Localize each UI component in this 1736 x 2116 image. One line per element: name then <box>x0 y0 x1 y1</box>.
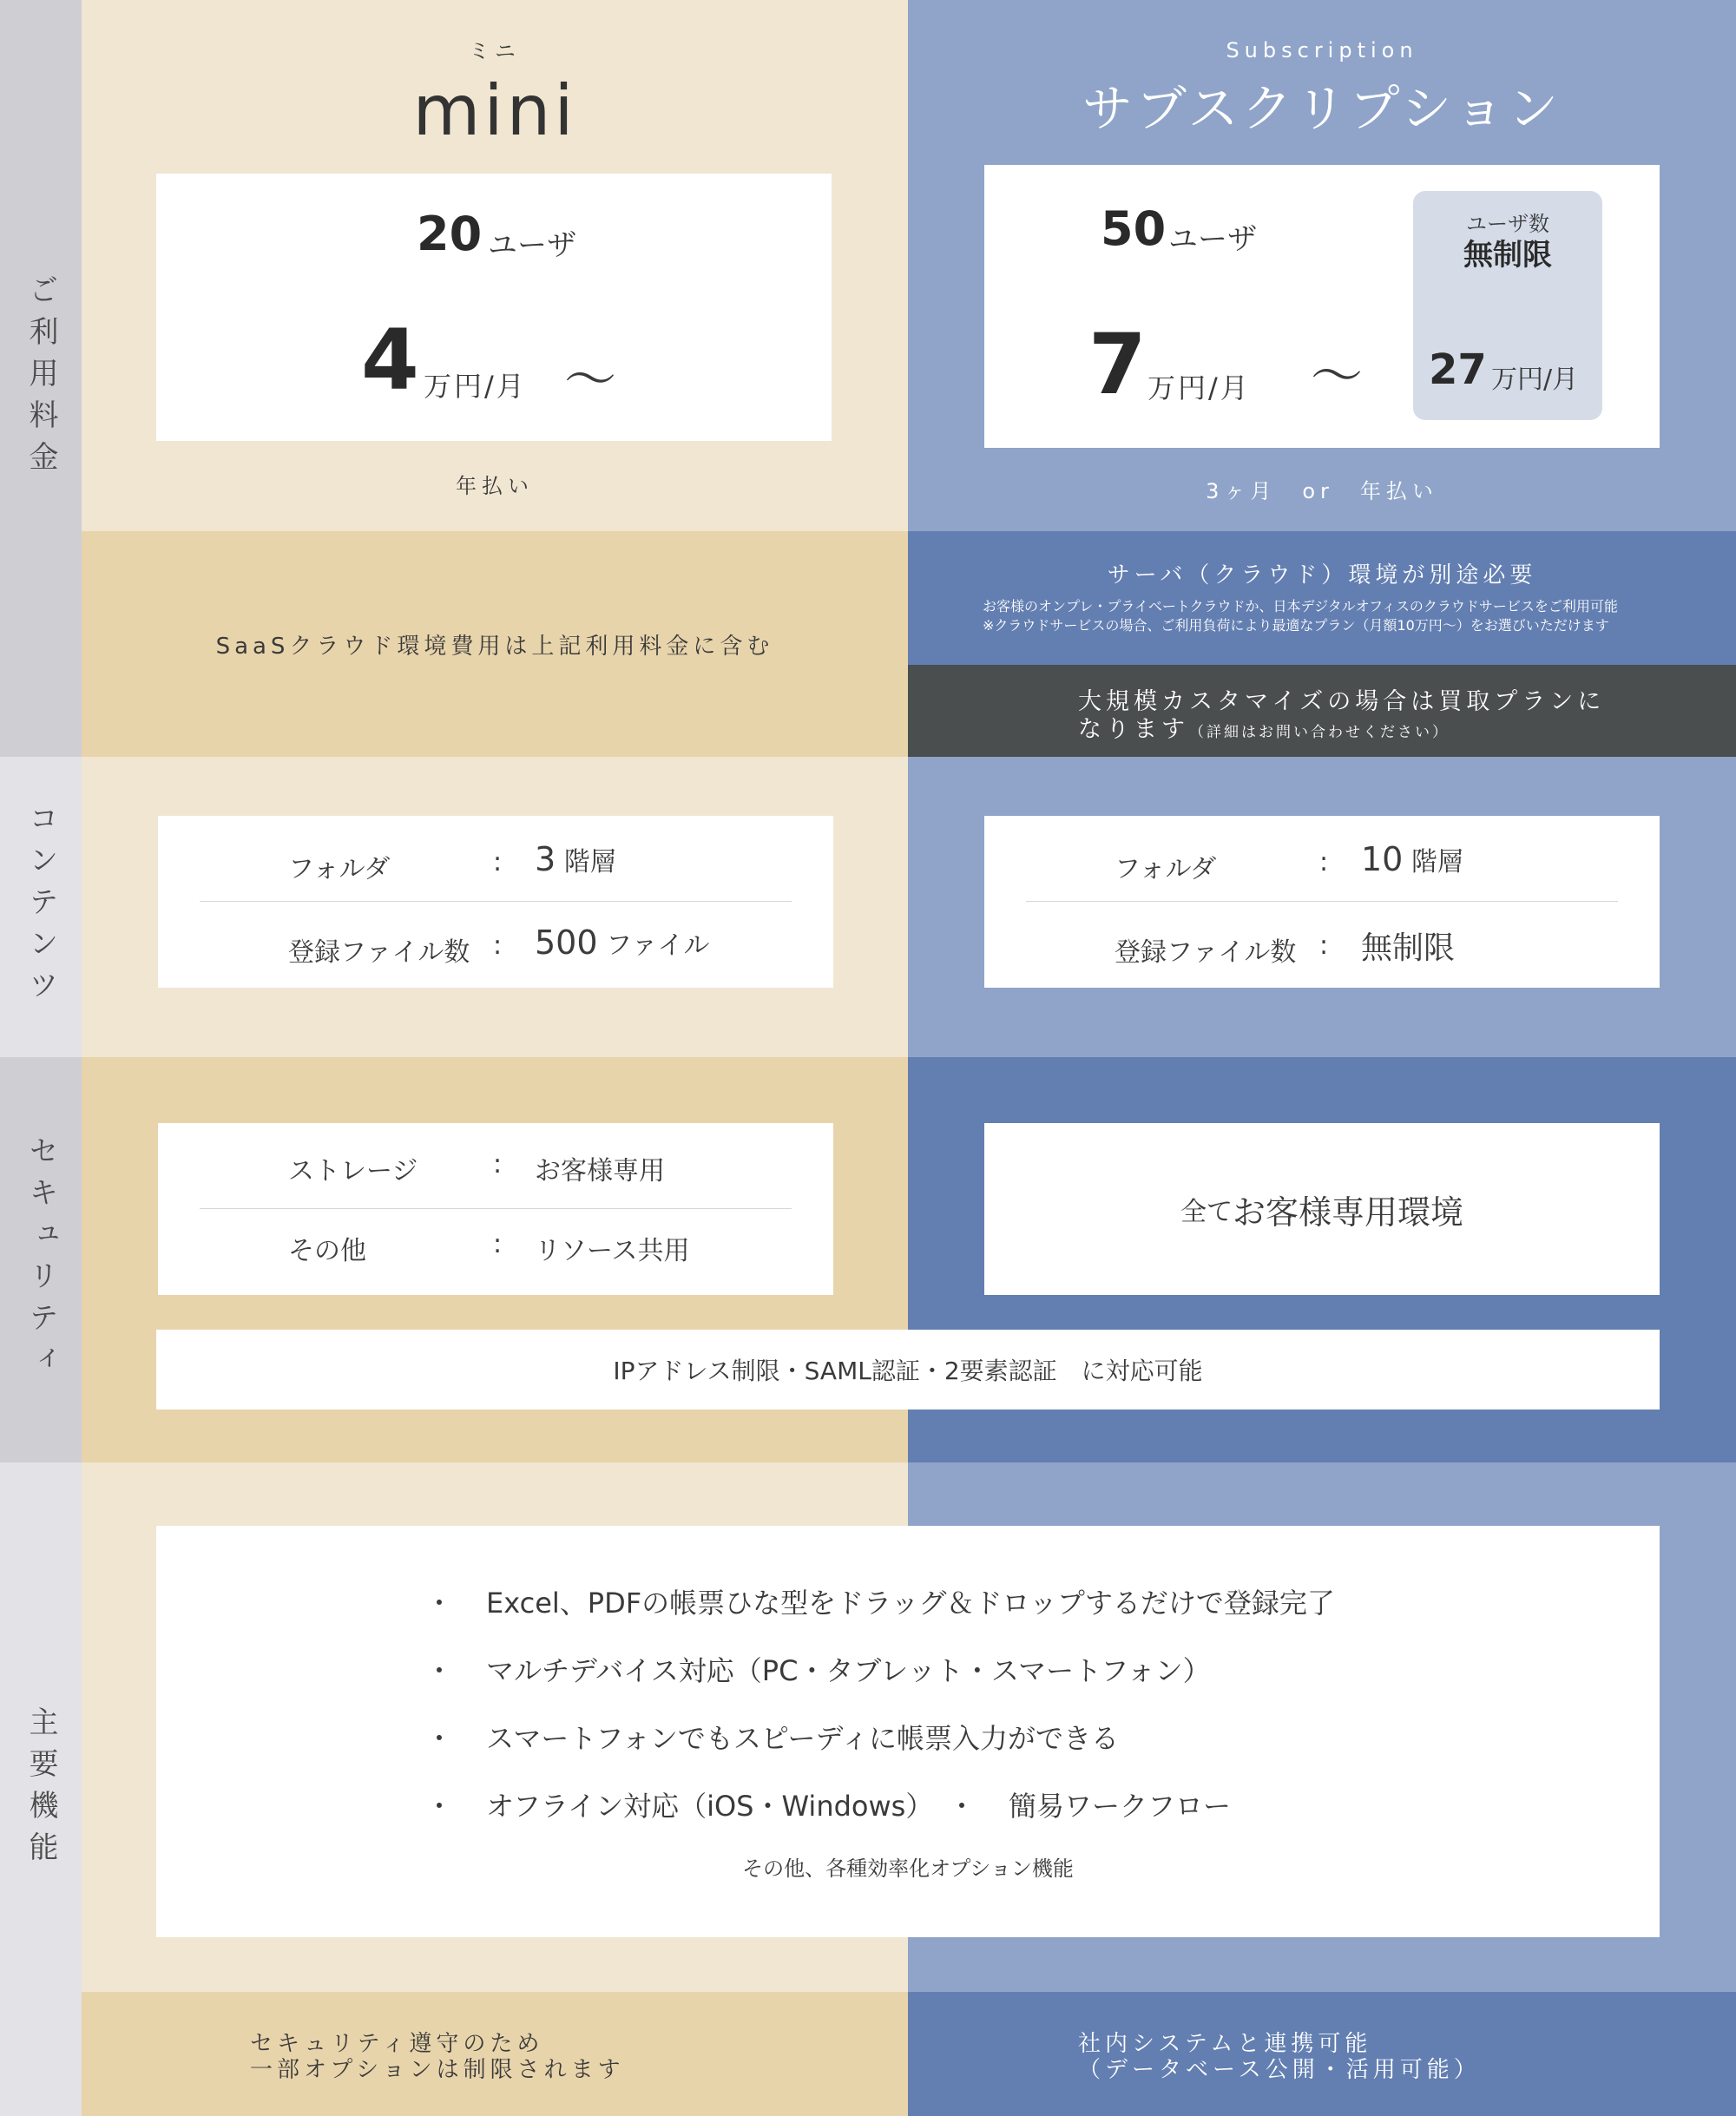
sub-files-colon: : <box>1319 930 1329 961</box>
sub-unlimited-caption: ユーザ数 <box>1466 211 1549 236</box>
sub-contents-divider <box>1026 901 1618 902</box>
mini-other-colon: : <box>493 1229 503 1259</box>
sub-custom-line-1: 大規模カスタマイズの場合は買取プランに <box>1078 688 1606 715</box>
feature-text: オフライン対応（iOS・Windows） <box>486 1790 934 1823</box>
sub-folder-value-unit: 階層 <box>1410 847 1463 877</box>
sub-billing: 3ヶ月 or 年払い <box>1206 478 1438 503</box>
sub-server-note-1: お客様のオンプレ・プライベートクラウドか、日本デジタルオフィスのクラウドサービスをご利用可能 <box>983 598 1618 614</box>
sub-bottom-note-2: （データベース公開・活用可能） <box>1078 2057 1481 2083</box>
mini-files-value-num: 500 <box>535 923 598 962</box>
side-label-security-text: セキュリティ <box>23 1134 58 1385</box>
sub-title: サブスクリプション <box>1082 79 1562 138</box>
sub-folder-colon: : <box>1319 847 1329 877</box>
sub-env-value: お客様専用環境 <box>1232 1193 1463 1232</box>
sub-server-title: サーバ（クラウド）環境が別途必要 <box>1107 562 1537 588</box>
mini-storage-label: ストレージ <box>288 1156 418 1186</box>
sub-custom-line-2 <box>1078 710 1450 744</box>
feature-item <box>425 1784 933 1824</box>
sub-unlimited-box <box>1413 191 1602 420</box>
mini-users-number: 20 <box>417 207 483 261</box>
sub-price-card <box>984 165 1660 448</box>
side-label-pricing <box>0 0 82 757</box>
mini-tilde: 〜 <box>564 350 616 411</box>
mini-files-label: 登録ファイル数 <box>288 937 470 968</box>
side-label-pricing-text: ご利用料金 <box>23 274 58 483</box>
mini-ruby: ミニ <box>469 38 521 63</box>
feature-item <box>425 1649 1211 1689</box>
sub-server-note-2: ※クラウドサービスの場合、ご利用負荷により最適なプラン（月額10万円〜）をお選びいただけます <box>983 617 1609 634</box>
security-common-note: IPアドレス制限・SAML認証・2要素認証 に対応可能 <box>156 1330 1660 1410</box>
sub-contents-card <box>984 816 1660 988</box>
feature-text: 簡易ワークフロー <box>1009 1790 1232 1823</box>
mini-title: mini <box>412 69 577 151</box>
mini-users-unit: ユーザ <box>488 228 576 263</box>
sub-price-unit: 万円/月 <box>1147 371 1251 404</box>
sub-custom-line-2-text: なります <box>1078 716 1189 743</box>
side-label-contents-text: コンテンツ <box>23 803 58 1011</box>
mini-other-value: リソース共用 <box>535 1236 690 1266</box>
feature-bullet: ・ <box>425 1654 454 1687</box>
feature-item <box>425 1581 1335 1621</box>
sub-files-value: 無制限 <box>1361 930 1456 966</box>
feature-bullet: ・ <box>425 1722 454 1755</box>
sub-unlimited-price-number: 27 <box>1429 345 1487 394</box>
feature-item <box>425 1717 1119 1757</box>
mini-price-number: 4 <box>361 312 419 409</box>
mini-security-card <box>158 1123 833 1295</box>
features-card <box>156 1526 1660 1937</box>
mini-price-card <box>156 174 832 441</box>
mini-price-unit: 万円/月 <box>424 370 527 403</box>
feature-bullet: ・ <box>948 1790 976 1823</box>
mini-contents-card <box>158 816 833 988</box>
side-label-features-text: 主要機能 <box>23 1705 58 1873</box>
side-label-features <box>0 1462 82 2116</box>
mini-files-value <box>535 923 709 962</box>
sub-users-number: 50 <box>1101 201 1167 256</box>
sub-custom-small: （詳細はお問い合わせください） <box>1189 724 1450 741</box>
mini-folder-value-unit: 階層 <box>563 847 616 877</box>
sub-price-number: 7 <box>1088 316 1147 413</box>
mini-files-colon: : <box>493 930 503 961</box>
mini-files-value-unit: ファイル <box>606 930 710 961</box>
feature-text: スマートフォンでもスピーディに帳票入力ができる <box>486 1722 1119 1755</box>
mini-folder-value-num: 3 <box>535 840 556 878</box>
sub-security-card <box>984 1123 1660 1295</box>
feature-text: マルチデバイス対応（PC・タブレット・スマートフォン） <box>486 1654 1211 1687</box>
sub-tilde: 〜 <box>1311 346 1363 407</box>
sub-unlimited-title: 無制限 <box>1463 237 1552 273</box>
feature-text: Excel、PDFの帳票ひな型をドラッグ＆ドロップするだけで登録完了 <box>486 1587 1335 1620</box>
mini-contents-divider <box>200 901 792 902</box>
mini-billing: 年払い <box>456 473 534 498</box>
sub-bottom-note-1: 社内システムと連携可能 <box>1078 2031 1372 2057</box>
sub-ruby: Subscription <box>1226 38 1418 62</box>
side-label-security <box>0 1057 82 1462</box>
mini-storage-colon: : <box>493 1149 503 1180</box>
mini-security-divider <box>200 1208 792 1209</box>
mini-cloud-note: SaaSクラウド環境費用は上記利用料金に含む <box>215 633 774 660</box>
feature-bullet: ・ <box>425 1587 454 1620</box>
feature-item-extra <box>948 1784 1231 1824</box>
sub-folder-value <box>1361 840 1463 878</box>
mini-other-label: その他 <box>288 1236 366 1266</box>
side-label-contents <box>0 757 82 1057</box>
mini-folder-colon: : <box>493 847 503 877</box>
feature-bullet: ・ <box>425 1790 454 1823</box>
sub-folder-value-num: 10 <box>1361 840 1404 878</box>
sub-folder-label: フォルダ <box>1115 854 1217 884</box>
mini-storage-value: お客様専用 <box>535 1156 665 1186</box>
features-note: その他、各種効率化オプション機能 <box>742 1856 1074 1881</box>
sub-users-unit: ユーザ <box>1168 222 1257 257</box>
mini-folder-label: フォルダ <box>288 854 391 884</box>
sub-unlimited-price-unit: 万円/月 <box>1491 365 1579 395</box>
mini-folder-value <box>535 840 616 878</box>
sub-files-label: 登録ファイル数 <box>1115 937 1297 968</box>
mini-bottom-note-1: セキュリティ遵守のため <box>250 2031 544 2057</box>
sub-env-prefix: 全て <box>1180 1197 1233 1227</box>
mini-bottom-note-2: 一部オプションは制限されます <box>250 2057 625 2083</box>
